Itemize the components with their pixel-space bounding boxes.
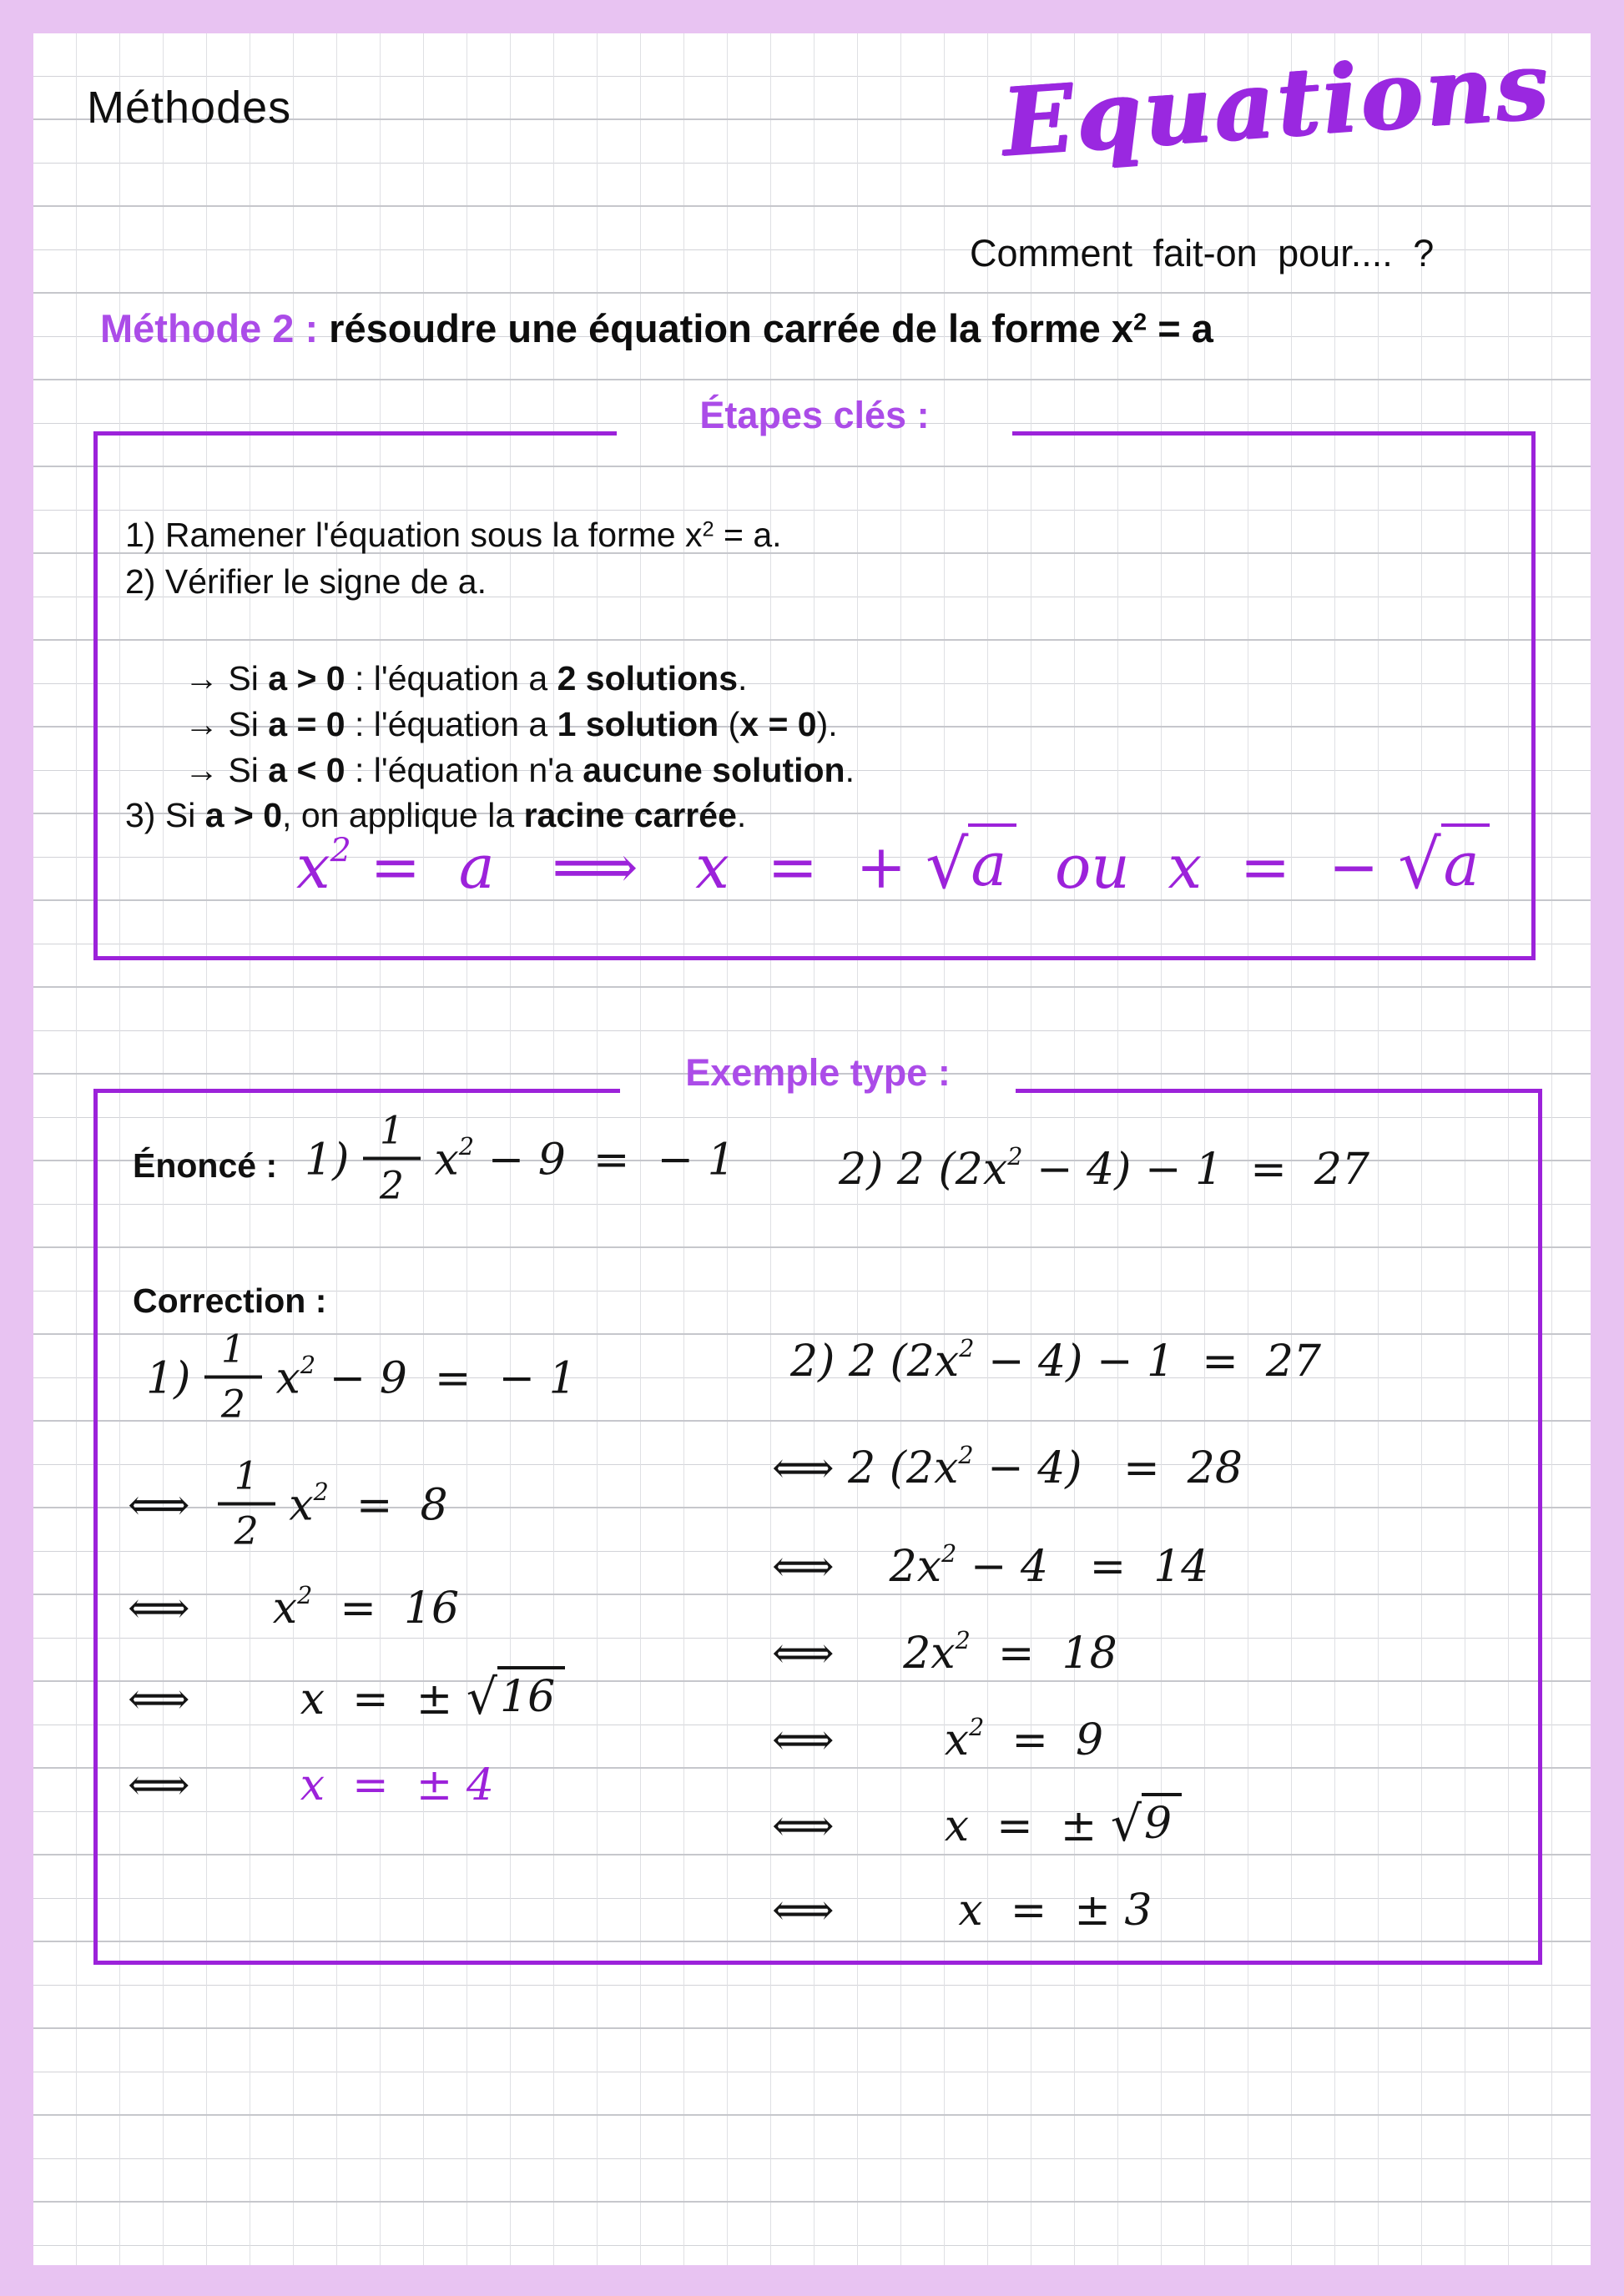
fraction-numerator: 1 bbox=[363, 1112, 421, 1161]
example-title: Exemple type : bbox=[685, 1051, 951, 1094]
equivalence-arrow: ⟺ bbox=[772, 1542, 890, 1592]
equation-number: 2) bbox=[839, 1145, 897, 1195]
step-3-text: , on applique la bbox=[282, 796, 524, 834]
fraction-numerator: 1 bbox=[204, 1331, 262, 1379]
sqrt-radicand: a bbox=[1441, 823, 1490, 899]
sqrt-sign: √ bbox=[1110, 1795, 1142, 1852]
exponent: 2 bbox=[969, 1713, 985, 1742]
equivalence-arrow: ⟺ bbox=[772, 1443, 849, 1493]
hw-token: x bbox=[296, 832, 330, 902]
hw-token: 2x bbox=[903, 1629, 956, 1679]
method-heading bbox=[100, 305, 1213, 351]
case-result: 1 solution bbox=[557, 705, 719, 743]
box-border-segment bbox=[1012, 431, 1536, 436]
fraction-numerator: 1 bbox=[218, 1458, 275, 1506]
exponent: 2 bbox=[1007, 1142, 1023, 1171]
square-root-formula bbox=[296, 826, 1490, 904]
equivalence-arrow: ⟺ bbox=[772, 1886, 959, 1936]
hw-token: = a ⟹ x = + bbox=[351, 832, 925, 902]
hw-token: = 16 bbox=[312, 1584, 460, 1634]
exponent: 2 bbox=[955, 1626, 971, 1655]
hw-token: − 4) − 1 = 27 bbox=[974, 1337, 1321, 1387]
sqrt-radicand: 9 bbox=[1142, 1793, 1182, 1849]
enonce-label: Énoncé : bbox=[133, 1146, 278, 1185]
fraction-denominator: 2 bbox=[220, 1382, 246, 1427]
equation-number: 1) bbox=[146, 1353, 204, 1404]
exponent: 2 bbox=[300, 1351, 316, 1380]
case-text: : l'équation a bbox=[345, 659, 557, 697]
box-border-segment bbox=[93, 1089, 620, 1093]
method-title-exponent: 2 bbox=[1133, 309, 1147, 336]
equivalence-arrow: ⟺ bbox=[128, 1760, 300, 1810]
case-result: 2 solutions bbox=[557, 659, 739, 697]
enonce-equation-1 bbox=[305, 1108, 735, 1210]
key-steps-box bbox=[93, 394, 1536, 960]
sqrt-sign: √ bbox=[925, 826, 969, 904]
sqrt-radicand: 16 bbox=[497, 1666, 565, 1722]
case-a-negative bbox=[184, 751, 855, 790]
correction-2-answer bbox=[772, 1886, 1152, 1936]
example-box bbox=[93, 1051, 1542, 1965]
answer-text: x = ± 3 bbox=[958, 1886, 1152, 1936]
step-1 bbox=[125, 516, 782, 555]
case-text: . bbox=[845, 751, 855, 789]
equivalence-arrow: ⟺ bbox=[772, 1715, 945, 1765]
exponent: 2 bbox=[330, 831, 351, 870]
sqrt-radicand: a bbox=[968, 823, 1016, 899]
exponent: 2 bbox=[941, 1539, 957, 1568]
box-border-segment bbox=[93, 431, 617, 436]
step-1-text: 1) Ramener l'équation sous la forme x bbox=[125, 516, 703, 554]
equation-number: 2) bbox=[790, 1337, 849, 1387]
equivalence-arrow: ⟺ bbox=[128, 1584, 273, 1634]
hw-token: − 4) = 28 bbox=[973, 1443, 1243, 1493]
fraction bbox=[218, 1453, 275, 1553]
method-title-tail: = a bbox=[1147, 306, 1213, 350]
equivalence-arrow: ⟺ bbox=[128, 1480, 218, 1531]
hw-token: − 9 = − 1 bbox=[315, 1353, 577, 1404]
sqrt-sign: √ bbox=[1398, 826, 1441, 904]
case-condition: a > 0 bbox=[268, 659, 345, 697]
fraction bbox=[363, 1108, 421, 1208]
correction-1-line-2 bbox=[128, 1453, 448, 1555]
hw-token: x bbox=[421, 1135, 459, 1186]
step-3-text: . bbox=[736, 796, 747, 834]
fraction bbox=[204, 1327, 262, 1427]
case-solution: x = 0 bbox=[739, 705, 817, 743]
hw-token: x bbox=[944, 1715, 970, 1765]
correction-2-line-5 bbox=[772, 1715, 1103, 1765]
exponent: 2 bbox=[958, 1441, 974, 1470]
key-steps-title: Étapes clés : bbox=[699, 394, 930, 436]
case-a-positive bbox=[184, 659, 747, 698]
step-3-condition: a > 0 bbox=[204, 796, 283, 834]
hw-token: x bbox=[272, 1584, 298, 1634]
hw-token: = 8 bbox=[328, 1480, 448, 1531]
step-3-text: 3) Si bbox=[125, 796, 205, 834]
correction-2-line-2 bbox=[772, 1443, 1243, 1493]
case-a-zero bbox=[184, 705, 838, 744]
hw-token: ou x = − bbox=[1016, 832, 1399, 902]
correction-2-line-4 bbox=[772, 1626, 1117, 1679]
correction-2-line-1 bbox=[790, 1334, 1321, 1387]
box-border-segment bbox=[1016, 1089, 1542, 1093]
case-result: aucune solution bbox=[583, 751, 845, 789]
hw-token: − 4 = 14 bbox=[956, 1542, 1209, 1592]
correction-2-line-3 bbox=[772, 1539, 1209, 1592]
correction-1-line-4 bbox=[128, 1669, 565, 1725]
exponent: 2 bbox=[959, 1334, 975, 1363]
case-text: ( bbox=[719, 705, 740, 743]
method-title-text: résoudre une équation carrée de la forme x bbox=[318, 306, 1134, 350]
hw-token: 2 (2x bbox=[896, 1145, 1008, 1195]
case-text: → Si bbox=[184, 659, 269, 697]
equation-number: 1) bbox=[305, 1135, 363, 1186]
step-1-tail: = a. bbox=[714, 516, 782, 554]
correction-1-answer bbox=[128, 1760, 494, 1810]
step-1-exponent: 2 bbox=[702, 517, 714, 541]
fraction-denominator: 2 bbox=[234, 1508, 259, 1553]
equivalence-arrow: ⟺ bbox=[128, 1674, 300, 1725]
case-text: → Si bbox=[184, 751, 269, 789]
hw-token: − 9 = − 1 bbox=[474, 1135, 735, 1186]
hw-token: x bbox=[262, 1353, 300, 1404]
hw-token: x = ± bbox=[300, 1674, 467, 1725]
method-label: Méthode 2 : bbox=[100, 306, 319, 350]
case-text: : l'équation n'a bbox=[345, 751, 583, 789]
step-3-keyword: racine carrée bbox=[523, 796, 737, 834]
hw-token: = 9 bbox=[984, 1715, 1104, 1765]
answer-text: x = ± 4 bbox=[300, 1760, 494, 1810]
exponent: 2 bbox=[297, 1581, 313, 1610]
case-text: . bbox=[738, 659, 748, 697]
hw-token: x bbox=[275, 1480, 314, 1531]
hw-token: 2 (2x bbox=[848, 1443, 959, 1493]
case-condition: a = 0 bbox=[268, 705, 345, 743]
hw-token: = 18 bbox=[970, 1629, 1117, 1679]
enonce-equation-2 bbox=[839, 1142, 1369, 1195]
correction-1-line-3 bbox=[128, 1581, 460, 1634]
exponent: 2 bbox=[458, 1132, 475, 1161]
case-text: : l'équation a bbox=[345, 705, 557, 743]
hw-token: − 4) − 1 = 27 bbox=[1022, 1145, 1369, 1195]
page-title: Méthodes bbox=[87, 83, 292, 133]
exponent: 2 bbox=[313, 1478, 329, 1507]
fraction-denominator: 2 bbox=[379, 1163, 405, 1208]
equivalence-arrow: ⟺ bbox=[772, 1801, 945, 1851]
hw-token: x = ± bbox=[944, 1801, 1111, 1851]
hw-token: 2 (2x bbox=[848, 1337, 960, 1387]
brand-script-title: Equations bbox=[997, 30, 1554, 179]
hw-token: 2x bbox=[889, 1542, 942, 1592]
correction-label: Correction : bbox=[133, 1281, 327, 1320]
sqrt-sign: √ bbox=[466, 1669, 498, 1725]
case-text: ). bbox=[816, 705, 838, 743]
correction-1-line-1 bbox=[146, 1327, 577, 1428]
grid-paper bbox=[33, 30, 1591, 2265]
case-text: → Si bbox=[184, 705, 269, 743]
step-2: 2) Vérifier le signe de a. bbox=[125, 562, 487, 601]
subtitle: Comment fait-on pour.... ? bbox=[970, 232, 1435, 274]
correction-2-line-6 bbox=[772, 1795, 1182, 1852]
equivalence-arrow: ⟺ bbox=[772, 1629, 904, 1679]
case-condition: a < 0 bbox=[268, 751, 345, 789]
